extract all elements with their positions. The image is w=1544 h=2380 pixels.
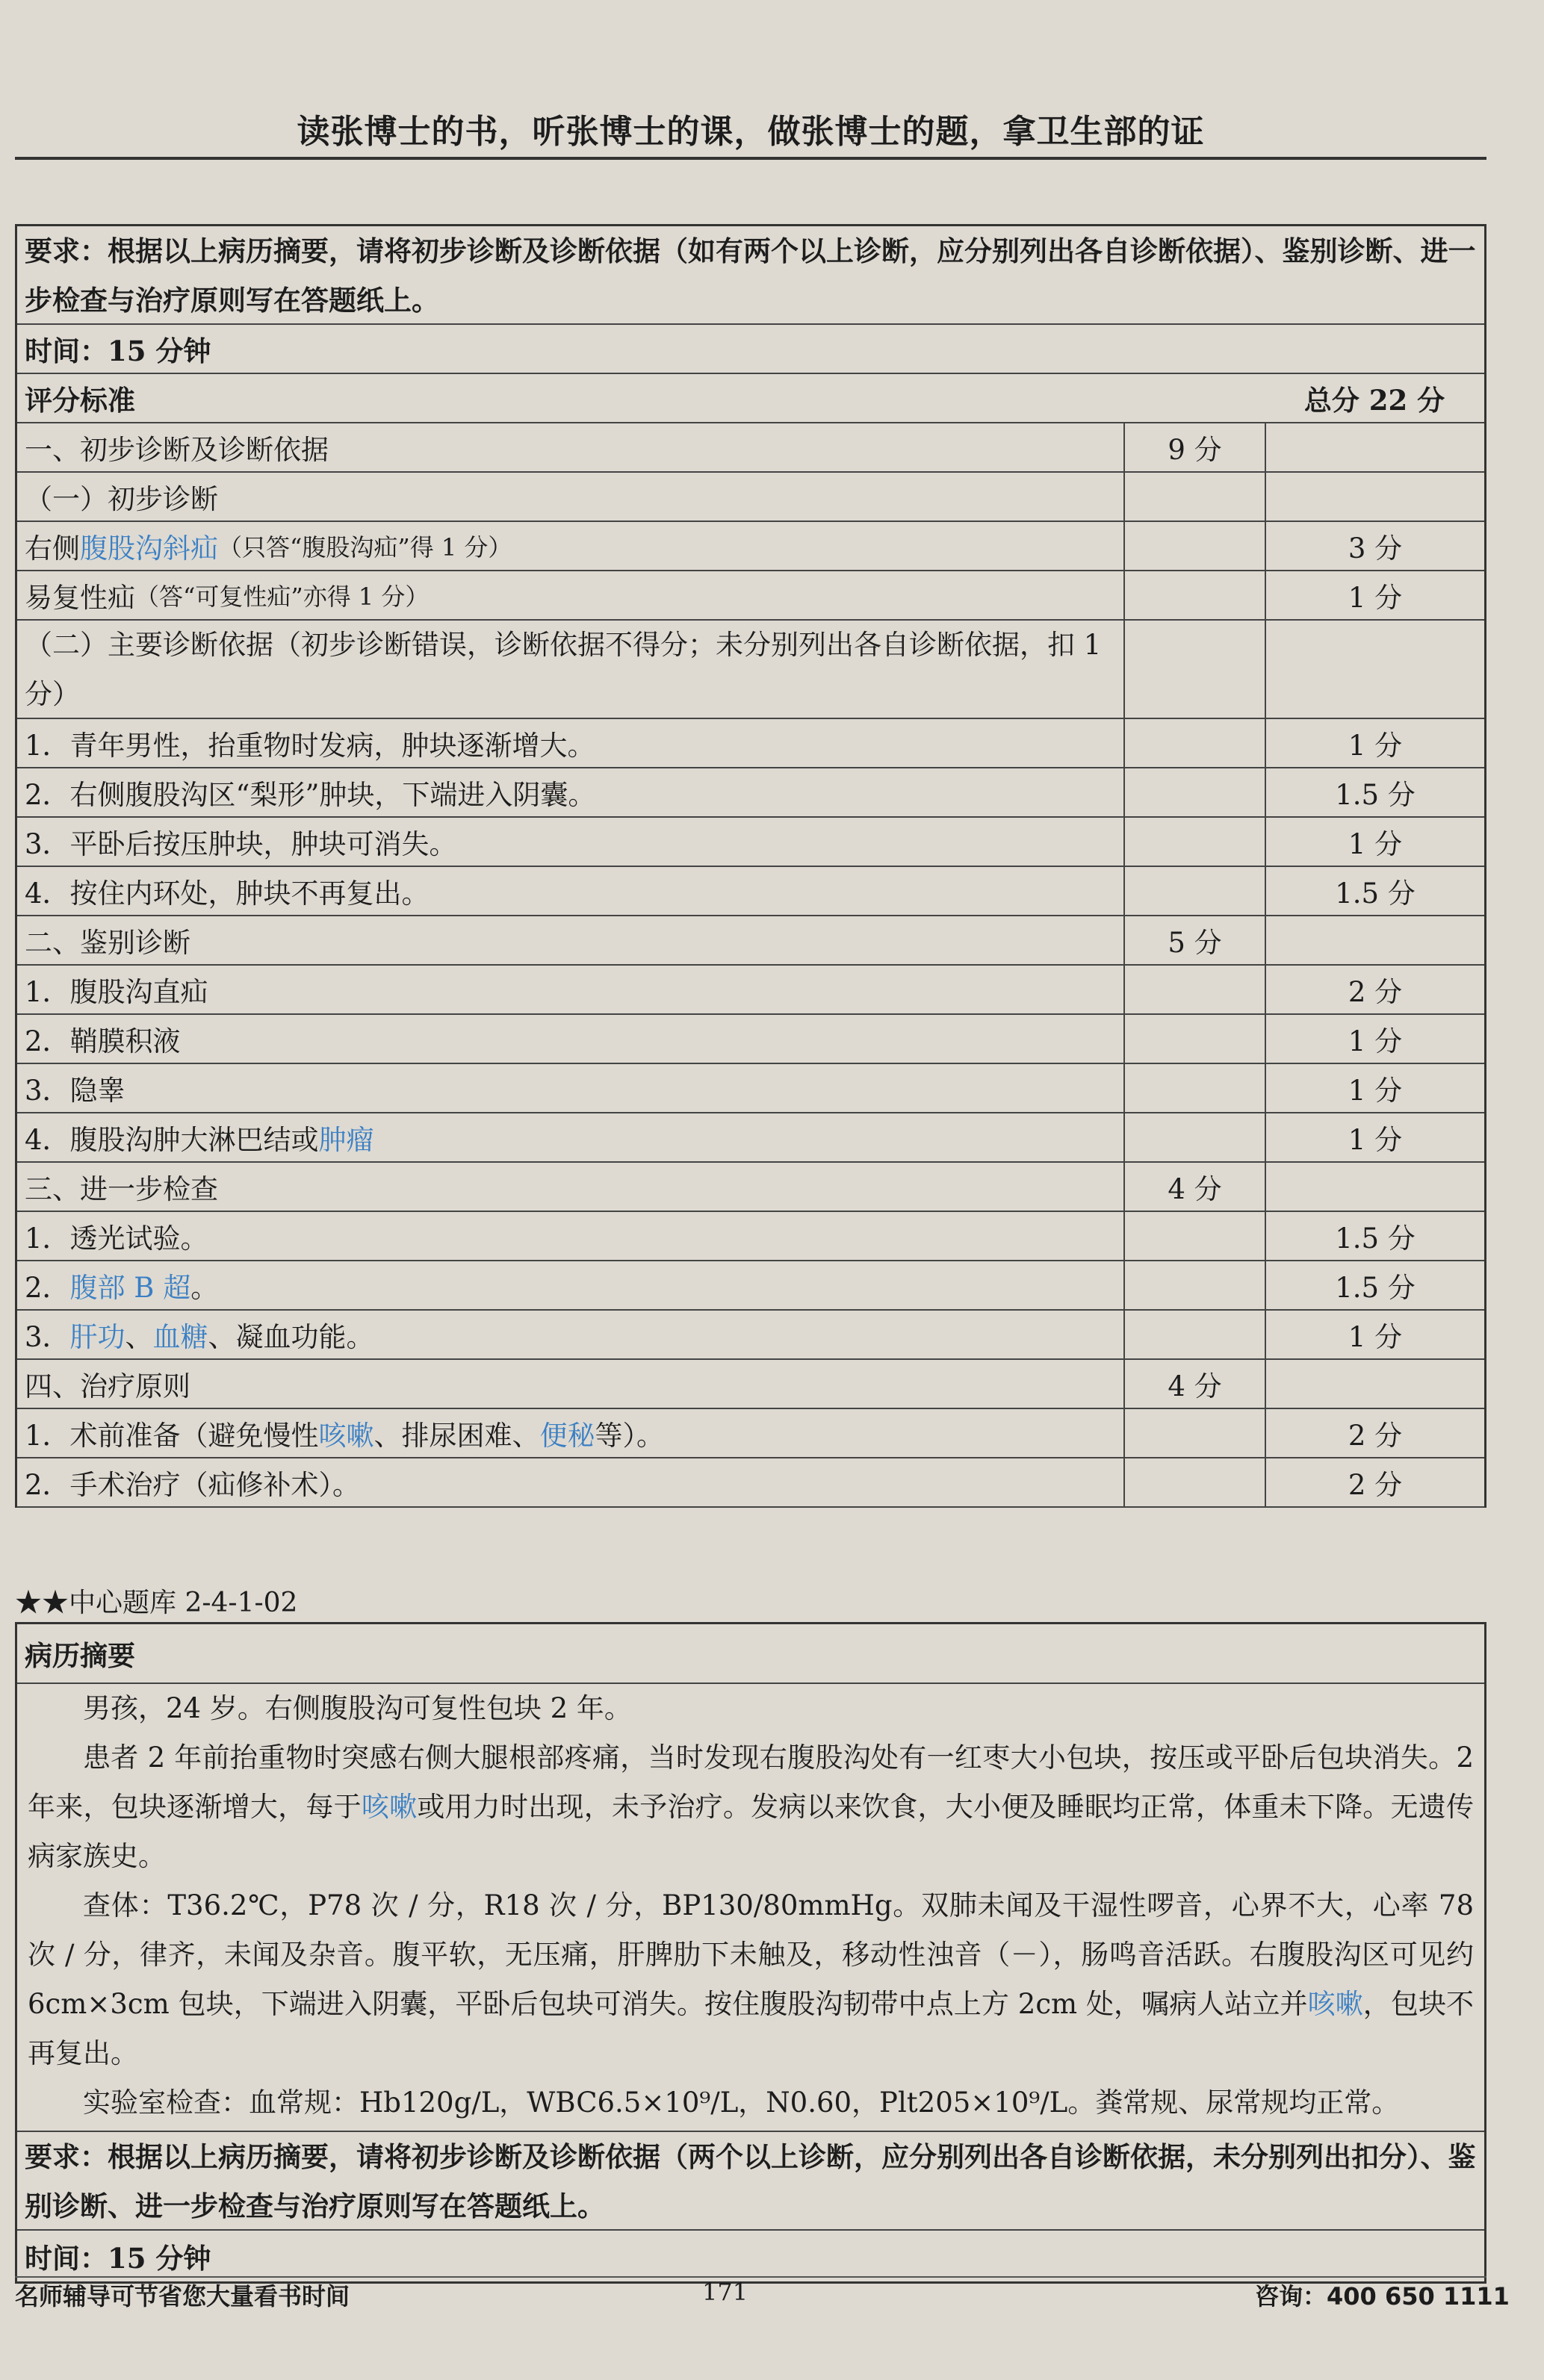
- exam1-score: 1.5 分: [1265, 1212, 1484, 1260]
- case-requirement: 要求：根据以上病历摘要，请将初步诊断及诊断依据（两个以上诊断，应分别列出各自诊断依据，未分别列出扣分）、鉴别诊断、进一步检查与治疗原则写在答题纸上。: [25, 2140, 1476, 2222]
- section1a-row: [17, 473, 1484, 522]
- diagnosis2-row: [17, 571, 1484, 621]
- diff1: 1．腹股沟直疝: [25, 976, 208, 1008]
- diagnosis2-score: 1 分: [1265, 571, 1484, 619]
- exam-cough-link[interactable]: 咳嗽: [1307, 1988, 1363, 2020]
- case-physical-exam: 查体：T36.2℃，P78 次 / 分，R18 次 / 分，BP130/80mmHg。双肺未闻及干湿性啰音，心界不大，心率 78 次 / 分，律齐，未闻及杂音。腹平软，无压痛，肝脾肋下未触及，移动性浊音（－），肠鸣音活跃。右腹股沟区可见约 6cm×3cm 包块，下端进入阴囊，平卧后包块可消失。按住腹股沟韧带中点上方 2cm 处，嘱病人站立并咳嗽，包块不再复出。: [28, 1889, 1475, 2069]
- diagnosis2: 易复性疝 （答“可复性疝”亦得 1 分）: [25, 582, 430, 614]
- treat1: 1．术前准备（避免慢性 咳嗽 、排尿困难、 便秘 等）。: [17, 1409, 1123, 1457]
- section2-row: [17, 916, 1484, 966]
- section1b-row: [17, 621, 1484, 719]
- section1-score: 9 分: [1123, 423, 1265, 471]
- tumor-link[interactable]: 肿瘤: [318, 1124, 374, 1156]
- diff1-score: 2 分: [1265, 966, 1484, 1013]
- diagnosis1-link[interactable]: 腹股沟斜疝: [80, 532, 218, 565]
- section3-title: 三、进一步检查: [25, 1173, 218, 1205]
- time-text: 时间：15 分钟: [25, 335, 211, 367]
- treat2-row: [17, 1458, 1484, 1508]
- section2-score: 5 分: [1123, 916, 1265, 964]
- diagnosis1-score: 3 分: [1265, 522, 1484, 570]
- footer-slogan: 名师辅导可节省您大量看书时间: [15, 2282, 350, 2311]
- question-bank-label: ★★中心题库 2-4-1-02: [15, 1588, 298, 1618]
- diagnosis1-row: [17, 522, 1484, 571]
- basis1: 1．青年男性，抬重物时发病，肿块逐渐增大。: [25, 730, 595, 762]
- case-requirement-row: [17, 2132, 1484, 2231]
- liver-function-link[interactable]: 肝功: [69, 1321, 125, 1353]
- scoring-table: [15, 224, 1486, 1508]
- case-lab-tests: 实验室检查：血常规：Hb120g/L，WBC6.5×10⁹/L，N0.60，Plt205×10⁹/L。粪常规、尿常规均正常。: [83, 2087, 1400, 2119]
- exam2-score: 1.5 分: [1265, 1261, 1484, 1309]
- treat2-score: 2 分: [1265, 1458, 1484, 1506]
- total-score: 总分 22 分: [1303, 384, 1445, 417]
- section1-title: 一、初步诊断及诊断依据: [25, 434, 329, 466]
- basis4-score: 1.5 分: [1265, 867, 1484, 915]
- section4-title: 四、治疗原则: [25, 1370, 190, 1402]
- history-cough-link[interactable]: 咳嗽: [361, 1791, 418, 1823]
- exam2: 2． 腹部 B 超 。: [17, 1261, 1123, 1309]
- treat1-row: [17, 1409, 1484, 1458]
- diff3: 3．隐睾: [25, 1075, 125, 1107]
- diff2-row: [17, 1015, 1484, 1064]
- case-summary: 男孩，24 岁。右侧腹股沟可复性包块 2 年。: [83, 1692, 632, 1724]
- case-title-row: [17, 1624, 1484, 1684]
- section4-row: [17, 1360, 1484, 1409]
- section3-score: 4 分: [1123, 1163, 1265, 1211]
- footer-contact: 咨询：400 650 1111: [1255, 2282, 1510, 2311]
- basis2: 2．右侧腹股沟区“梨形”肿块，下端进入阴囊。: [25, 779, 596, 811]
- page-number: 171: [702, 2278, 748, 2306]
- treat1-score: 2 分: [1265, 1409, 1484, 1457]
- basis4: 4．按住内环处，肿块不再复出。: [25, 877, 430, 910]
- basis2-row: [17, 768, 1484, 818]
- section1-row: [17, 423, 1484, 473]
- diff1-row: [17, 966, 1484, 1015]
- requirement-row: [17, 226, 1484, 325]
- exam3: 3． 肝功 、 血糖 、凝血功能。: [17, 1311, 1123, 1358]
- diff2: 2．鞘膜积液: [25, 1025, 181, 1057]
- treat2: 2．手术治疗（疝修补术）。: [25, 1469, 361, 1501]
- section2-title: 二、鉴别诊断: [25, 927, 190, 959]
- section1b-title: （二）主要诊断依据（初步诊断错误，诊断依据不得分；未分别列出各自诊断依据，扣 1 分）: [25, 629, 1102, 710]
- basis3-score: 1 分: [1265, 818, 1484, 866]
- exam3-score: 1 分: [1265, 1311, 1484, 1358]
- page-header: 读张博士的书，听张博士的课，做张博士的题，拿卫生部的证: [297, 113, 1205, 151]
- cough-link[interactable]: 咳嗽: [318, 1420, 374, 1452]
- time-row: [17, 325, 1484, 374]
- basis1-row: [17, 719, 1484, 768]
- diff2-score: 1 分: [1265, 1015, 1484, 1063]
- case-table: [15, 1622, 1486, 2284]
- exam1: 1．透光试验。: [25, 1222, 208, 1255]
- blood-sugar-link[interactable]: 血糖: [152, 1321, 208, 1353]
- exam2-row: [17, 1261, 1484, 1311]
- basis3: 3．平卧后按压肿块，肿块可消失。: [25, 828, 457, 860]
- diff4: 4．腹股沟肿大淋巴结或 肿瘤: [17, 1113, 1123, 1161]
- exam1-row: [17, 1212, 1484, 1261]
- constipation-link[interactable]: 便秘: [539, 1420, 595, 1452]
- basis1-score: 1 分: [1265, 719, 1484, 767]
- section3-row: [17, 1163, 1484, 1212]
- section4-score: 4 分: [1123, 1360, 1265, 1408]
- basis3-row: [17, 818, 1484, 867]
- diff4-row: [17, 1113, 1484, 1163]
- diff3-row: [17, 1064, 1484, 1113]
- diff4-score: 1 分: [1265, 1113, 1484, 1161]
- case-time-row: [17, 2231, 1484, 2281]
- header-rule: [15, 157, 1486, 160]
- case-body: [17, 1684, 1484, 2132]
- case-time: 时间：15 分钟: [25, 2242, 211, 2275]
- basis2-score: 1.5 分: [1265, 768, 1484, 816]
- diagnosis1: 右侧 腹股沟斜疝 （只答“腹股沟疝”得 1 分）: [17, 522, 1123, 570]
- requirement-text: 要求：根据以上病历摘要，请将初步诊断及诊断依据（如有两个以上诊断，应分别列出各自诊断依据）、鉴别诊断、进一步检查与治疗原则写在答题纸上。: [25, 234, 1476, 317]
- criteria-row: [17, 374, 1484, 423]
- case-title: 病历摘要: [25, 1639, 135, 1672]
- exam3-row: [17, 1311, 1484, 1360]
- basis4-row: [17, 867, 1484, 916]
- case-history: 患者 2 年前抬重物时突感右侧大腿根部疼痛，当时发现右腹股沟处有一红枣大小包块，按压或平卧后包块消失。2 年来，包块逐渐增大，每于咳嗽或用力时出现，未予治疗。发病以来饮食，大小便及睡眠均正常，体重未下降。无遗传病家族史。: [28, 1741, 1475, 1872]
- ultrasound-link[interactable]: 腹部 B 超: [69, 1272, 191, 1304]
- section1a-title: （一）初步诊断: [25, 483, 218, 515]
- criteria-label: 评分标准: [25, 384, 135, 417]
- diff3-score: 1 分: [1265, 1064, 1484, 1112]
